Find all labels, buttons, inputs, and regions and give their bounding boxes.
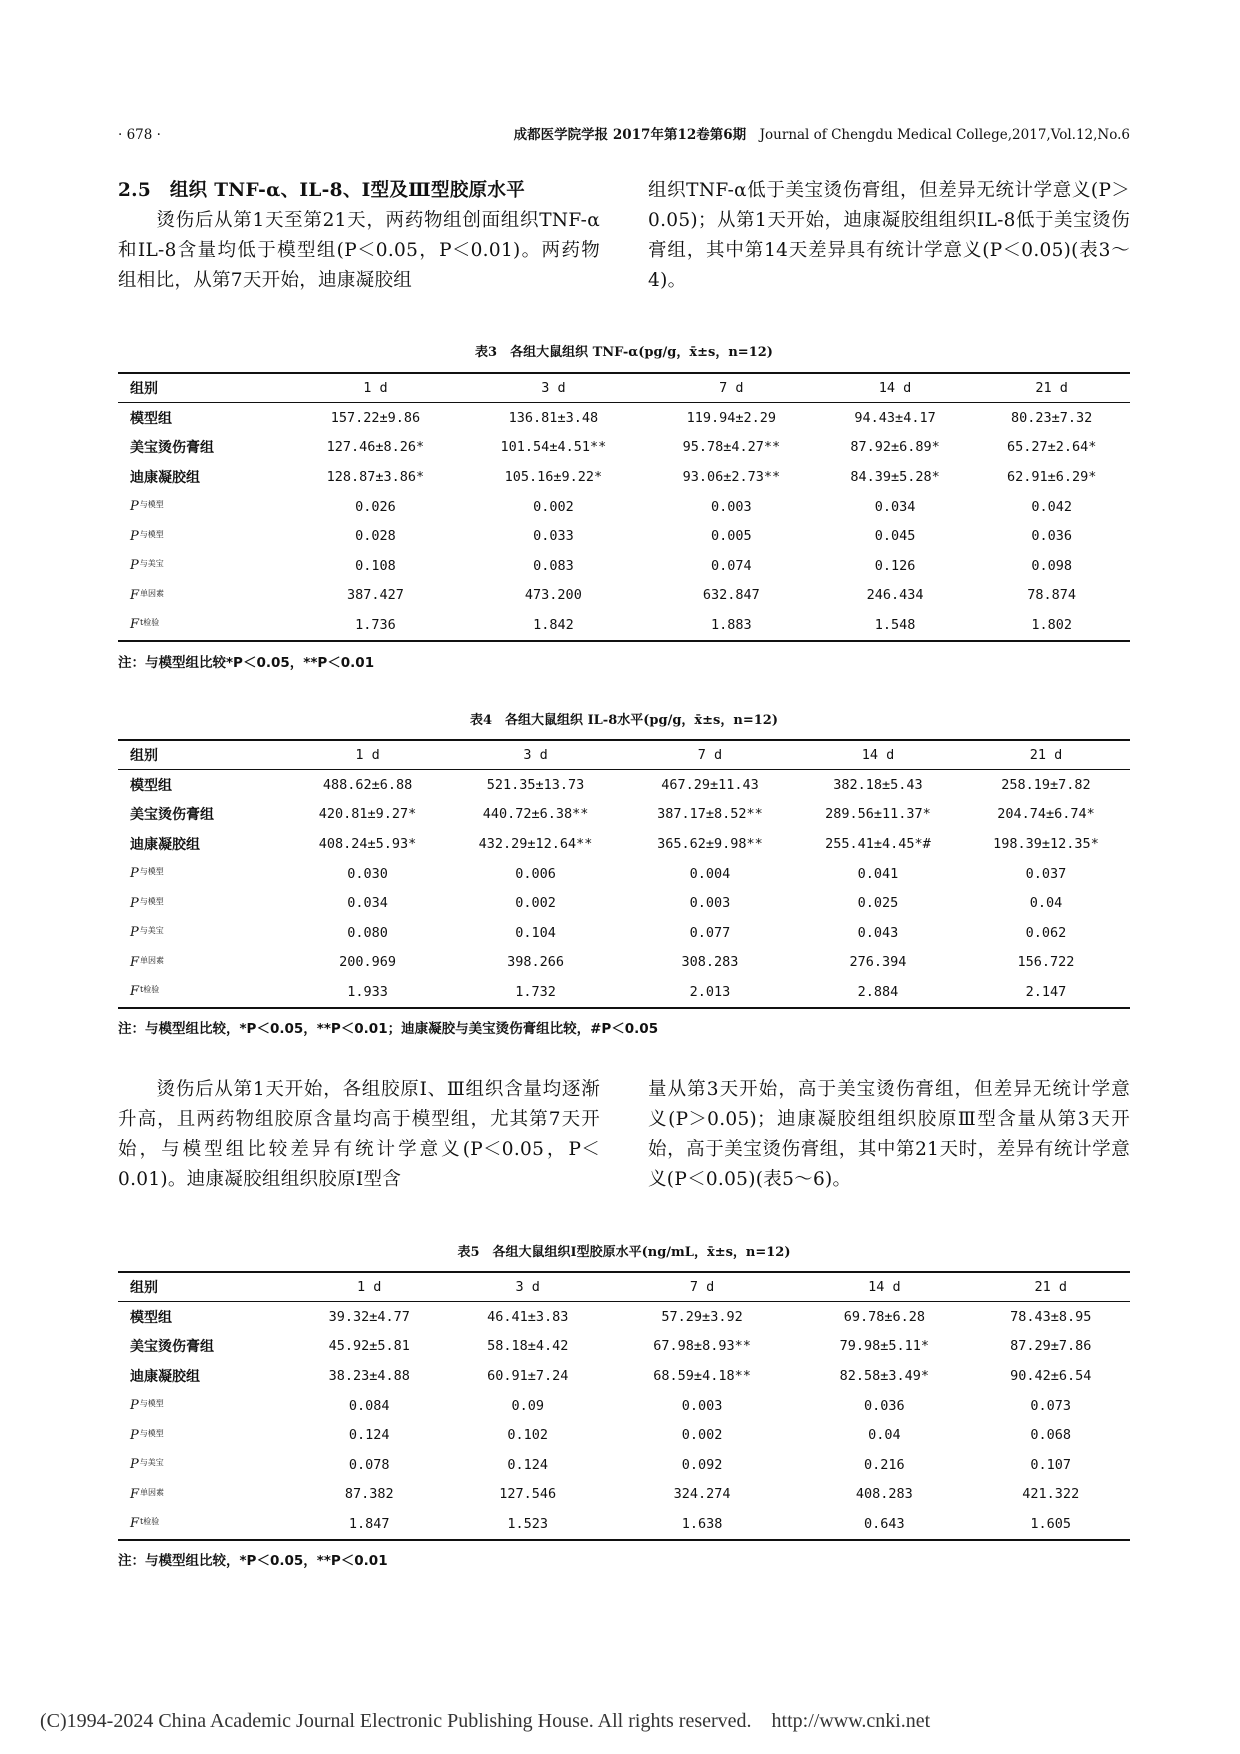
table-cell: 1.523 bbox=[507, 1515, 549, 1532]
stat-symbol: F bbox=[130, 617, 140, 633]
table-row bbox=[118, 403, 1130, 433]
table-cell: 87.29±7.86 bbox=[1010, 1338, 1092, 1355]
table-cell: 0.005 bbox=[711, 528, 752, 545]
group-label: 模型组 bbox=[130, 777, 172, 794]
table-cell: 90.42±6.54 bbox=[1010, 1367, 1092, 1384]
table-cell: 157.22±9.86 bbox=[330, 409, 421, 426]
stat-label bbox=[118, 948, 290, 978]
stat-label bbox=[118, 859, 290, 889]
stat-label bbox=[118, 521, 290, 551]
table-cell: 198.39±12.35* bbox=[993, 835, 1099, 852]
stat-row bbox=[118, 888, 1130, 918]
column-header-group: 组别 bbox=[130, 748, 158, 764]
table-cell: 420.81±9.27* bbox=[318, 806, 417, 823]
stat-label bbox=[118, 1391, 290, 1421]
table-cell: 0.003 bbox=[681, 1397, 723, 1414]
table-cell: 1.732 bbox=[515, 983, 556, 1000]
table5-title: 表5 各组大鼠组织Ⅰ型胶原水平(ng/mL，x̄±s，n=12) bbox=[457, 1245, 791, 1260]
group-label: 迪康凝胶组 bbox=[130, 836, 200, 853]
table-cell: 119.94±2.29 bbox=[686, 409, 777, 426]
column-header-day: 21 d bbox=[1035, 380, 1068, 396]
table-cell: 0.034 bbox=[874, 498, 916, 515]
table-cell: 2.013 bbox=[689, 983, 731, 1000]
group-label: 迪康凝胶组 bbox=[130, 1368, 200, 1385]
table-cell: 0.002 bbox=[533, 498, 574, 515]
stat-label bbox=[118, 1480, 290, 1510]
table-cell: 0.083 bbox=[533, 557, 574, 574]
table-cell: 408.24±5.93* bbox=[318, 835, 417, 852]
column-header-day: 1 d bbox=[357, 1279, 382, 1295]
table-cell: 632.847 bbox=[702, 587, 760, 604]
stat-subscript: 与美宝 bbox=[139, 926, 164, 936]
table-cell: 0.045 bbox=[874, 528, 916, 545]
table-cell: 324.274 bbox=[673, 1486, 731, 1503]
table-cell: 0.036 bbox=[864, 1397, 905, 1414]
column-header-group: 组别 bbox=[130, 1280, 158, 1296]
table-cell: 289.56±11.37* bbox=[825, 806, 931, 823]
stat-symbol: P bbox=[130, 499, 139, 515]
stat-symbol: P bbox=[130, 558, 139, 574]
stat-label bbox=[118, 551, 290, 581]
stat-subscript: 与美宝 bbox=[139, 1458, 164, 1468]
table-row bbox=[118, 433, 1130, 463]
table-cell: 58.18±4.42 bbox=[487, 1338, 569, 1355]
table-row bbox=[118, 1302, 1130, 1332]
group-label: 美宝烫伤膏组 bbox=[130, 440, 214, 457]
table-cell: 0.098 bbox=[1031, 557, 1072, 574]
table-cell: 488.62±6.88 bbox=[322, 776, 413, 793]
table-cell: 1.736 bbox=[355, 616, 396, 633]
table-cell: 0.025 bbox=[857, 895, 899, 912]
stat-subscript: 与模型 bbox=[139, 500, 164, 510]
stat-subscript: t检验 bbox=[140, 618, 160, 628]
table-cell: 521.35±13.73 bbox=[486, 776, 585, 793]
column-header-day: 3 d bbox=[541, 380, 566, 396]
table-cell: 0.074 bbox=[711, 557, 752, 574]
table-cell: 0.124 bbox=[507, 1456, 549, 1473]
table-cell: 0.041 bbox=[857, 865, 899, 882]
table-cell: 0.002 bbox=[681, 1427, 723, 1444]
table-cell: 421.322 bbox=[1022, 1486, 1080, 1503]
running-header bbox=[118, 124, 1130, 146]
table-cell: 127.546 bbox=[499, 1486, 557, 1503]
table-cell: 95.78±4.27** bbox=[682, 439, 781, 456]
stat-label bbox=[118, 1450, 290, 1480]
stat-subscript: 与模型 bbox=[139, 1399, 164, 1409]
stat-label bbox=[118, 492, 290, 522]
table-header-row bbox=[118, 373, 1130, 403]
stat-symbol: P bbox=[130, 895, 139, 911]
column-header-day: 21 d bbox=[1034, 1279, 1067, 1295]
stat-row bbox=[118, 551, 1130, 581]
column-header-day: 1 d bbox=[355, 747, 380, 763]
table-cell: 365.62±9.98** bbox=[657, 835, 763, 852]
table-cell: 0.068 bbox=[1030, 1427, 1072, 1444]
table-cell: 69.78±6.28 bbox=[843, 1308, 925, 1325]
table-cell: 0.124 bbox=[348, 1427, 390, 1444]
table-cell: 467.29±11.43 bbox=[661, 776, 759, 793]
table-cell: 84.39±5.28* bbox=[850, 468, 940, 485]
table-cell: 0.002 bbox=[515, 895, 556, 912]
table-header-row bbox=[118, 1272, 1130, 1302]
table5 bbox=[118, 1271, 1130, 1541]
table-cell: 101.54±4.51** bbox=[500, 439, 607, 456]
table-cell: 0.216 bbox=[864, 1456, 905, 1473]
stat-label bbox=[118, 1509, 290, 1540]
table-cell: 128.87±3.86* bbox=[326, 468, 425, 485]
table-cell: 0.043 bbox=[857, 924, 899, 941]
stat-symbol: F bbox=[130, 954, 140, 970]
stat-row bbox=[118, 1391, 1130, 1421]
paragraph-1-left: 烫伤后从第1天至第21天，两药物组创面组织TNF-α和IL-8含量均低于模型组(P＜0.05，P＜0.01)。两药物组相比，从第7天开始，迪康凝胶组 bbox=[118, 210, 600, 291]
column-header-day: 7 d bbox=[689, 1279, 715, 1295]
table-cell: 0.107 bbox=[1030, 1456, 1072, 1473]
stat-row bbox=[118, 1420, 1130, 1450]
column-header-day: 7 d bbox=[697, 747, 723, 763]
table4-title: 表4 各组大鼠组织 IL-8水平(pg/g，x̄±s，n=12) bbox=[470, 713, 778, 728]
stat-subscript: 单因素 bbox=[140, 1487, 165, 1497]
table-header-row bbox=[118, 740, 1130, 770]
stat-subscript: t检验 bbox=[140, 1517, 160, 1527]
table-cell: 57.29±3.92 bbox=[661, 1308, 743, 1325]
table-cell: 1.883 bbox=[711, 616, 752, 633]
table-row bbox=[118, 1361, 1130, 1391]
stat-row bbox=[118, 948, 1130, 978]
table-row bbox=[118, 462, 1130, 492]
column-header-day: 3 d bbox=[523, 747, 548, 763]
column-header-day: 1 d bbox=[363, 380, 388, 396]
stat-row bbox=[118, 610, 1130, 641]
table-cell: 0.084 bbox=[348, 1397, 390, 1414]
table-cell: 408.283 bbox=[855, 1486, 913, 1503]
stat-symbol: P bbox=[130, 1427, 139, 1443]
table-cell: 0.108 bbox=[355, 557, 396, 574]
table-cell: 94.43±4.17 bbox=[854, 409, 936, 426]
table-cell: 276.394 bbox=[849, 954, 907, 971]
table-cell: 82.58±3.49* bbox=[839, 1367, 930, 1384]
table-row bbox=[118, 829, 1130, 859]
table-cell: 0.077 bbox=[689, 924, 731, 941]
table-cell: 93.06±2.73** bbox=[682, 468, 781, 485]
table-cell: 255.41±4.45*# bbox=[825, 835, 931, 852]
stat-symbol: F bbox=[130, 1486, 140, 1502]
table-cell: 432.29±12.64** bbox=[478, 835, 593, 852]
table-cell: 0.030 bbox=[347, 865, 388, 882]
stat-label bbox=[118, 918, 290, 948]
table-cell: 0.028 bbox=[355, 528, 396, 545]
stat-subscript: 与模型 bbox=[139, 529, 164, 539]
stat-symbol: P bbox=[130, 925, 139, 941]
table-cell: 204.74±6.74* bbox=[997, 806, 1095, 823]
table-cell: 156.722 bbox=[1017, 954, 1075, 971]
paragraph-2-right: 量从第3天开始，高于美宝烫伤膏组，但差异无统计学意义(P＞0.05)；迪康凝胶组组织胶原Ⅲ型含量从第3天开始，高于美宝烫伤膏组，其中第21天时，差异有统计学意义(P＜0.05)(表5～6)。 bbox=[648, 1079, 1130, 1190]
table4-note: 注：与模型组比较，*P＜0.05，**P＜0.01；迪康凝胶与美宝烫伤膏组比较，#P＜0.05 bbox=[118, 1021, 659, 1037]
section-left-column bbox=[118, 176, 600, 296]
table-cell: 200.969 bbox=[339, 954, 396, 971]
copyright-footer: (C)1994-2024 China Academic Journal Electronic Publishing House. All rights reserved. http://www.cnki.net bbox=[40, 1710, 931, 1732]
table-row bbox=[118, 770, 1130, 800]
group-label: 模型组 bbox=[130, 1309, 172, 1326]
table-cell: 1.802 bbox=[1031, 616, 1072, 633]
table4 bbox=[118, 739, 1130, 1009]
stat-row bbox=[118, 918, 1130, 948]
group-label: 美宝烫伤膏组 bbox=[130, 1339, 214, 1356]
table-row bbox=[118, 1332, 1130, 1362]
table-cell: 1.638 bbox=[681, 1515, 723, 1532]
column-header-group: 组别 bbox=[130, 381, 158, 397]
table-cell: 387.17±8.52** bbox=[657, 806, 763, 823]
table-cell: 65.27±2.64* bbox=[1006, 439, 1097, 456]
stat-subscript: 与美宝 bbox=[139, 559, 164, 569]
table-cell: 45.92±5.81 bbox=[328, 1338, 410, 1355]
stat-symbol: P bbox=[130, 1398, 139, 1414]
table-cell: 0.062 bbox=[1025, 924, 1067, 941]
table-cell: 382.18±5.43 bbox=[833, 776, 923, 793]
table-cell: 0.037 bbox=[1025, 865, 1067, 882]
stat-subscript: t检验 bbox=[140, 985, 160, 995]
table3-title: 表3 各组大鼠组织 TNF-α(pg/g，x̄±s，n=12) bbox=[475, 345, 773, 360]
stat-label bbox=[118, 1420, 290, 1450]
table-cell: 38.23±4.88 bbox=[328, 1367, 410, 1384]
table-row bbox=[118, 800, 1130, 830]
paragraph-2-left: 烫伤后从第1天开始，各组胶原Ⅰ、Ⅲ组织含量均逐渐升高，且两药物组胶原含量均高于模型组，尤其第7天开始，与模型组比较差异有统计学意义(P＜0.05，P＜0.01)。迪康凝胶组组织胶原Ⅰ型含 bbox=[118, 1079, 600, 1190]
table3-note: 注：与模型组比较*P＜0.05，**P＜0.01 bbox=[118, 655, 375, 671]
table-cell: 0.073 bbox=[1030, 1397, 1072, 1414]
table-cell: 0.126 bbox=[874, 557, 916, 574]
table-cell: 136.81±3.48 bbox=[508, 409, 599, 426]
table-cell: 60.91±7.24 bbox=[487, 1367, 569, 1384]
table-cell: 1.847 bbox=[348, 1515, 390, 1532]
page-number: · 678 · bbox=[118, 127, 161, 143]
table-cell: 87.382 bbox=[344, 1486, 394, 1503]
stat-row bbox=[118, 581, 1130, 611]
table-cell: 0.033 bbox=[533, 528, 574, 545]
table-cell: 0.104 bbox=[515, 924, 556, 941]
table-cell: 1.842 bbox=[533, 616, 574, 633]
stat-subscript: 与模型 bbox=[139, 867, 164, 877]
stat-subscript: 与模型 bbox=[139, 1428, 164, 1438]
stat-row bbox=[118, 521, 1130, 551]
stat-label bbox=[118, 581, 290, 611]
stat-row bbox=[118, 1450, 1130, 1480]
table-cell: 258.19±7.82 bbox=[1001, 776, 1091, 793]
table-cell: 39.32±4.77 bbox=[328, 1308, 410, 1325]
stat-row bbox=[118, 859, 1130, 889]
table-cell: 1.605 bbox=[1030, 1515, 1072, 1532]
stat-symbol: P bbox=[130, 866, 139, 882]
stat-symbol: F bbox=[130, 587, 140, 603]
table-cell: 0.003 bbox=[689, 895, 731, 912]
table-cell: 0.102 bbox=[507, 1427, 549, 1444]
table-cell: 78.874 bbox=[1027, 587, 1077, 604]
column-header-day: 21 d bbox=[1029, 747, 1063, 763]
stat-subscript: 与模型 bbox=[139, 896, 164, 906]
stat-label bbox=[118, 610, 290, 641]
group-label: 迪康凝胶组 bbox=[130, 469, 200, 486]
table-cell: 308.283 bbox=[681, 954, 739, 971]
table-cell: 79.98±5.11* bbox=[839, 1338, 930, 1355]
table-cell: 0.080 bbox=[347, 924, 388, 941]
table-cell: 387.427 bbox=[346, 587, 404, 604]
table-cell: 0.006 bbox=[515, 865, 556, 882]
section-heading: 2.5 组织 TNF-α、IL-8、Ⅰ型及Ⅲ型胶原水平 bbox=[118, 180, 526, 201]
column-header-day: 14 d bbox=[868, 1279, 901, 1295]
table-cell: 0.092 bbox=[681, 1456, 723, 1473]
stat-row bbox=[118, 1480, 1130, 1510]
stat-symbol: P bbox=[130, 1457, 139, 1473]
table-cell: 105.16±9.22* bbox=[504, 468, 603, 485]
table-cell: 127.46±8.26* bbox=[326, 439, 425, 456]
table-cell: 440.72±6.38** bbox=[482, 806, 589, 823]
stat-subscript: 单因素 bbox=[140, 588, 165, 598]
table-cell: 0.034 bbox=[347, 895, 388, 912]
table3 bbox=[118, 372, 1130, 642]
table-cell: 67.98±8.93** bbox=[653, 1338, 751, 1355]
table-cell: 473.200 bbox=[524, 587, 582, 604]
table-cell: 87.92±6.89* bbox=[850, 439, 940, 456]
table-cell: 246.434 bbox=[866, 587, 924, 604]
column-header-day: 3 d bbox=[515, 1279, 540, 1295]
table-cell: 68.59±4.18** bbox=[653, 1367, 751, 1384]
table-cell: 0.036 bbox=[1031, 528, 1072, 545]
table-cell: 0.042 bbox=[1031, 498, 1072, 515]
table-cell: 62.91±6.29* bbox=[1006, 468, 1097, 485]
table-cell: 0.078 bbox=[348, 1456, 390, 1473]
stat-symbol: F bbox=[130, 984, 140, 1000]
column-header-day: 14 d bbox=[861, 747, 895, 763]
group-label: 模型组 bbox=[130, 410, 172, 427]
table-cell: 80.23±7.32 bbox=[1011, 409, 1093, 426]
table-cell: 1.933 bbox=[347, 983, 388, 1000]
table5-note: 注：与模型组比较，*P＜0.05，**P＜0.01 bbox=[118, 1553, 388, 1569]
table-cell: 2.884 bbox=[857, 983, 899, 1000]
journal-name-cn: 成都医学院学报 2017年第12卷第6期 bbox=[513, 127, 747, 143]
stat-row bbox=[118, 977, 1130, 1008]
stat-subscript: 单因素 bbox=[140, 955, 165, 965]
paragraph-1-right: 组织TNF-α低于美宝烫伤膏组，但差异无统计学意义(P＞0.05)；从第1天开始，迪康凝胶组组织IL-8低于美宝烫伤膏组，其中第14天差异具有统计学意义(P＜0.05)(表3～4)。 bbox=[648, 180, 1130, 291]
stat-label bbox=[118, 888, 290, 918]
table-cell: 0.04 bbox=[1029, 895, 1063, 912]
table-cell: 0.09 bbox=[511, 1397, 544, 1414]
stat-row bbox=[118, 492, 1130, 522]
table-cell: 0.643 bbox=[864, 1515, 905, 1532]
journal-name-en: Journal of Chengdu Medical College,2017,Vol.12,No.6 bbox=[759, 127, 1130, 143]
column-header-day: 14 d bbox=[878, 380, 912, 396]
stat-row bbox=[118, 1509, 1130, 1540]
stat-symbol: F bbox=[130, 1516, 140, 1532]
table-cell: 0.003 bbox=[711, 498, 752, 515]
table-cell: 0.026 bbox=[355, 498, 396, 515]
table-cell: 78.43±8.95 bbox=[1010, 1308, 1092, 1325]
table-cell: 1.548 bbox=[874, 616, 916, 633]
table-cell: 0.04 bbox=[868, 1427, 901, 1444]
group-label: 美宝烫伤膏组 bbox=[130, 807, 214, 824]
table-cell: 0.004 bbox=[689, 865, 731, 882]
stat-label bbox=[118, 977, 290, 1008]
table-cell: 398.266 bbox=[507, 954, 564, 971]
table-cell: 46.41±3.83 bbox=[487, 1308, 569, 1325]
column-header-day: 7 d bbox=[719, 380, 744, 396]
journal-citation bbox=[514, 124, 1130, 146]
table-cell: 2.147 bbox=[1025, 983, 1067, 1000]
stat-symbol: P bbox=[130, 528, 139, 544]
